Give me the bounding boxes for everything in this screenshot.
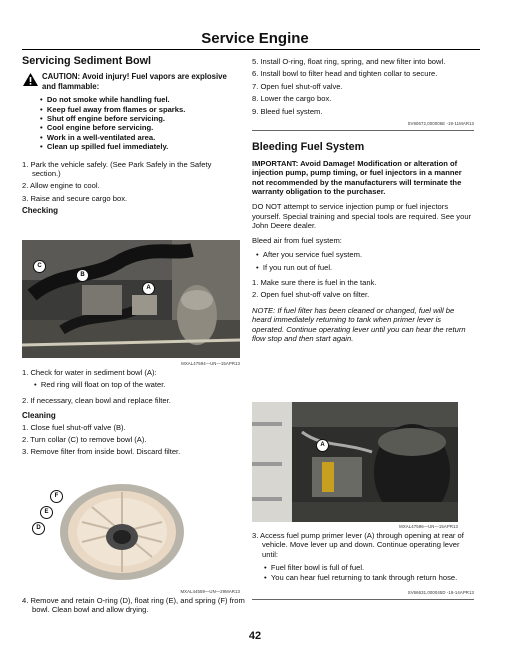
right-column-lower	[252, 531, 474, 600]
note: NOTE: If fuel filter has been cleaned or changed, fuel will be heard immediately returning to tank when primer lever is operated. Continue operating lever until you can hear the return flow stop and then start again.	[252, 305, 466, 343]
list-item: • You can hear fuel returning to tank through return hose.	[264, 572, 458, 582]
left-column-lower	[22, 368, 240, 460]
step: 1. Check for water in sediment bowl (A):	[22, 368, 157, 377]
left-column	[22, 57, 240, 216]
list-item: • Fuel filter bowl is full of fuel.	[264, 563, 365, 573]
doc-ref: SV66631,000045D -19-14APR13	[407, 590, 474, 596]
important-block	[252, 159, 474, 197]
warning-icon	[23, 73, 38, 86]
paragraph: Bleed air from fuel system:	[252, 235, 342, 245]
cleaning-heading: Cleaning	[22, 411, 56, 421]
engine-illustration	[22, 240, 240, 358]
caution-block	[22, 72, 240, 91]
callout-d: D	[32, 522, 45, 535]
step: 7. Open fuel shut-off valve.	[252, 81, 343, 91]
section-heading: Bleeding Fuel System	[252, 141, 365, 154]
list-item: • Red ring will float on top of the water.	[34, 380, 166, 390]
callout-e: E	[40, 506, 53, 519]
doc-ref: SV90672,000006E -19-11MAR13	[407, 121, 474, 127]
list-item: • Cool engine before servicing.	[40, 123, 154, 133]
list-item: • Do not smoke while handling fuel.	[40, 95, 170, 105]
list-item: • Work in a well-ventilated area.	[40, 132, 156, 142]
list-item: • After you service fuel system.	[256, 250, 363, 260]
page-title: Service Engine	[201, 30, 309, 47]
step: 2. Turn collar (C) to remove bowl (A).	[22, 435, 147, 445]
step: 3. Raise and secure cargo box.	[22, 193, 128, 203]
checking-heading: Checking	[22, 206, 59, 216]
important-text: Avoid Damage! Modification or alteration of injection pump, pump timing, or fuel injectors in a manner not recommended by the manufacturers will terminate the warranty obligation to the purchaser.	[252, 158, 462, 197]
callout-f: F	[50, 490, 63, 503]
callout-c: C	[33, 260, 46, 273]
title-rule	[22, 49, 480, 50]
caution-bullets	[22, 95, 240, 151]
callout-b: B	[76, 269, 89, 282]
step: 2. Allow engine to cool.	[22, 181, 100, 191]
page-number: 42	[248, 630, 262, 642]
fuel-pump-illustration	[252, 402, 458, 522]
caution-title: CAUTION: Avoid injury! Fuel vapors are explosive and flammable:	[42, 72, 227, 91]
step: 5. Install O-ring, float ring, spring, and new filter into bowl.	[252, 57, 446, 66]
step: 4. Remove and retain O-ring (D), float ring (E), and spring (F) from bowl. Clean bowl and allow drying.	[22, 596, 245, 615]
list-item: • Keep fuel away from flames or sparks.	[40, 104, 186, 114]
step: 3. Remove filter from inside bowl. Discard filter.	[22, 447, 181, 457]
bowl-parts-photo	[22, 482, 240, 587]
section-heading: Servicing Sediment Bowl	[22, 55, 151, 67]
step: 8. Lower the cargo box.	[252, 94, 332, 104]
list-item: • Shut off engine before servicing.	[40, 114, 166, 124]
sediment-bowl-photo	[22, 240, 240, 358]
photo-ref: MXAL47594—UN—15APR13	[181, 361, 240, 366]
divider	[252, 599, 474, 600]
list-item: • Clean up spilled fuel immediately.	[40, 142, 169, 152]
photo-ref: MXAL44559—UN—29MAR13	[180, 589, 240, 594]
step: 6. Install bowl to filter head and tighten collar to secure.	[252, 69, 438, 79]
list-item: • If you run out of fuel.	[256, 262, 333, 272]
photo-ref: MXAL47596—UN—15APR13	[399, 524, 458, 529]
step: 1. Close fuel shut-off valve (B).	[22, 422, 126, 432]
primer-lever-photo	[252, 402, 458, 522]
right-column	[252, 57, 474, 343]
step: 3. Access fuel pump primer lever (A) through opening at rear of vehicle. Move lever up and down. Continue operating lever until:	[252, 531, 464, 559]
callout-a: A	[142, 282, 155, 295]
step: 2. Open fuel shut-off valve on filter.	[252, 290, 370, 300]
step: 2. If necessary, clean bowl and replace filter.	[22, 395, 171, 405]
step: 9. Bleed fuel system.	[252, 106, 323, 116]
important-label: IMPORTANT:	[252, 158, 299, 168]
paragraph: DO NOT attempt to service injection pump or fuel injectors yourself. Special training and special tools are required. See your John Deere dealer.	[252, 202, 472, 231]
callout-a: A	[316, 439, 329, 452]
divider	[252, 130, 474, 131]
step: 1. Park the vehicle safely. (See Park Safely in the Safety section.)	[22, 159, 212, 179]
step: 1. Make sure there is fuel in the tank.	[252, 277, 377, 287]
